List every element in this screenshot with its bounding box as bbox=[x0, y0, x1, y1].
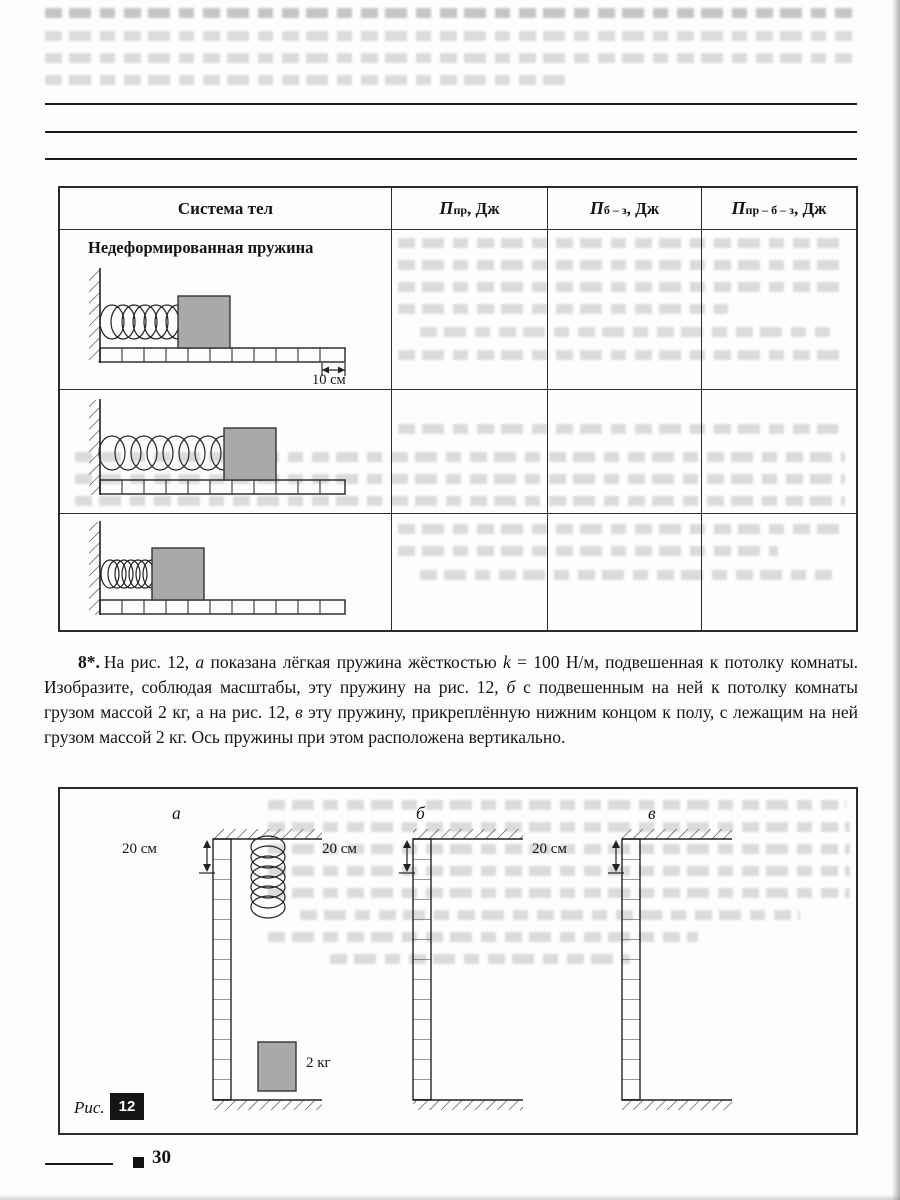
header-unit: , Дж bbox=[793, 198, 827, 218]
floor-bricks bbox=[100, 480, 345, 494]
table-cell-stretched-spring bbox=[60, 390, 392, 514]
header-subscript: пр bbox=[453, 203, 468, 217]
floor-bricks bbox=[100, 348, 345, 362]
mass-label: 2 кг bbox=[306, 1055, 331, 1071]
compressed-spring-diagram bbox=[60, 514, 392, 634]
task-number: 8*. bbox=[78, 652, 100, 672]
load-block bbox=[258, 1042, 296, 1091]
header-symbol: П bbox=[589, 198, 604, 218]
header-symbol: П bbox=[731, 198, 746, 218]
figure-number-badge: 12 bbox=[110, 1093, 144, 1120]
stretched-spring-diagram bbox=[60, 390, 392, 514]
spring-coil bbox=[251, 836, 285, 918]
load-block bbox=[152, 548, 204, 600]
figure-diagram-v bbox=[608, 829, 732, 1110]
header-unit: , Дж bbox=[626, 198, 660, 218]
table-cell-undeformed-spring bbox=[60, 230, 392, 390]
table-cell-empty bbox=[392, 230, 548, 390]
page-edge-shadow bbox=[0, 1194, 900, 1200]
task-italic: а bbox=[195, 652, 205, 672]
header-subscript: б – з bbox=[603, 203, 627, 217]
figure-diagram-b bbox=[399, 829, 523, 1110]
answer-line bbox=[45, 158, 857, 160]
spring-coil bbox=[99, 436, 237, 470]
task-text: с подвешенным на ней к потолку комнаты грузом массой 2 кг, а на рис. 12, bbox=[44, 677, 858, 723]
table-header-system bbox=[60, 188, 392, 230]
task-italic: б bbox=[506, 677, 516, 698]
spring-coil bbox=[100, 305, 190, 339]
header-unit: , Дж bbox=[467, 198, 500, 218]
table-header-p-pr bbox=[392, 188, 548, 230]
figure-12-drawing bbox=[60, 789, 856, 1133]
table-cell-empty bbox=[548, 514, 702, 630]
figure-caption: Рис. bbox=[74, 1098, 105, 1117]
task-text: = 100 Н/м, подвешенная к потолку комнаты. Изобразите, соблюдая масштабы, эту пружину на рис. 12, bbox=[44, 652, 858, 698]
table-cell-empty bbox=[392, 390, 548, 514]
bleedthrough-text bbox=[45, 75, 565, 85]
table-cell-empty bbox=[548, 390, 702, 514]
table-cell-compressed-spring bbox=[60, 514, 392, 630]
table-header-p-pr-bz bbox=[702, 188, 856, 230]
table-header-p-bz bbox=[548, 188, 702, 230]
energy-table bbox=[58, 186, 858, 632]
task-italic: k bbox=[503, 652, 511, 672]
figure-label-a: а bbox=[172, 803, 181, 823]
load-block bbox=[178, 296, 230, 348]
page-number: 30 bbox=[152, 1147, 171, 1168]
ruler-column bbox=[213, 839, 231, 1100]
table-cell-empty bbox=[702, 230, 856, 390]
task-8-text bbox=[44, 650, 858, 750]
task-text: показана лёгкая пружина жёсткостью bbox=[204, 652, 503, 672]
scale-label-v: 20 см bbox=[532, 841, 567, 857]
figure-diagram-a bbox=[199, 829, 322, 1110]
header-subscript: пр – б – з bbox=[745, 203, 794, 217]
footer-rule bbox=[45, 1163, 113, 1165]
header-label: Система тел bbox=[177, 198, 274, 218]
task-text: эту пружину, прикреплённую нижним концом к полу, с лежащим на ней грузом массой 2 кг. Ось пружины при этом расположена вертикально. bbox=[44, 702, 858, 748]
bleedthrough-text bbox=[45, 53, 857, 63]
figure-label-b: б bbox=[416, 803, 425, 823]
footer-square-icon bbox=[133, 1157, 144, 1168]
wall-hatching bbox=[89, 521, 100, 615]
table-cell-empty bbox=[392, 514, 548, 630]
answer-line bbox=[45, 103, 857, 105]
row-label: Недеформированная пружина bbox=[88, 238, 314, 257]
ruler-column bbox=[622, 839, 640, 1100]
floor-bricks bbox=[100, 600, 345, 614]
table-cell-empty bbox=[702, 390, 856, 514]
load-block bbox=[224, 428, 276, 480]
table-cell-empty bbox=[548, 230, 702, 390]
wall-hatching bbox=[89, 399, 100, 495]
answer-line bbox=[45, 131, 857, 133]
scale-label-b: 20 см bbox=[322, 841, 357, 857]
task-text: На рис. 12, bbox=[103, 652, 196, 672]
page-edge-shadow bbox=[892, 0, 900, 1200]
scale-label-a: 20 см bbox=[122, 841, 157, 857]
measure-label: 10 см bbox=[312, 372, 346, 388]
table-cell-empty bbox=[702, 514, 856, 630]
bleedthrough-text bbox=[45, 31, 857, 41]
bleedthrough-text bbox=[45, 8, 857, 18]
figure-label-v: в bbox=[648, 803, 656, 823]
header-symbol: П bbox=[439, 198, 454, 218]
ruler-column bbox=[413, 839, 431, 1100]
wall-hatching bbox=[89, 268, 100, 363]
task-italic: в bbox=[295, 702, 303, 723]
figure-12 bbox=[58, 787, 858, 1135]
